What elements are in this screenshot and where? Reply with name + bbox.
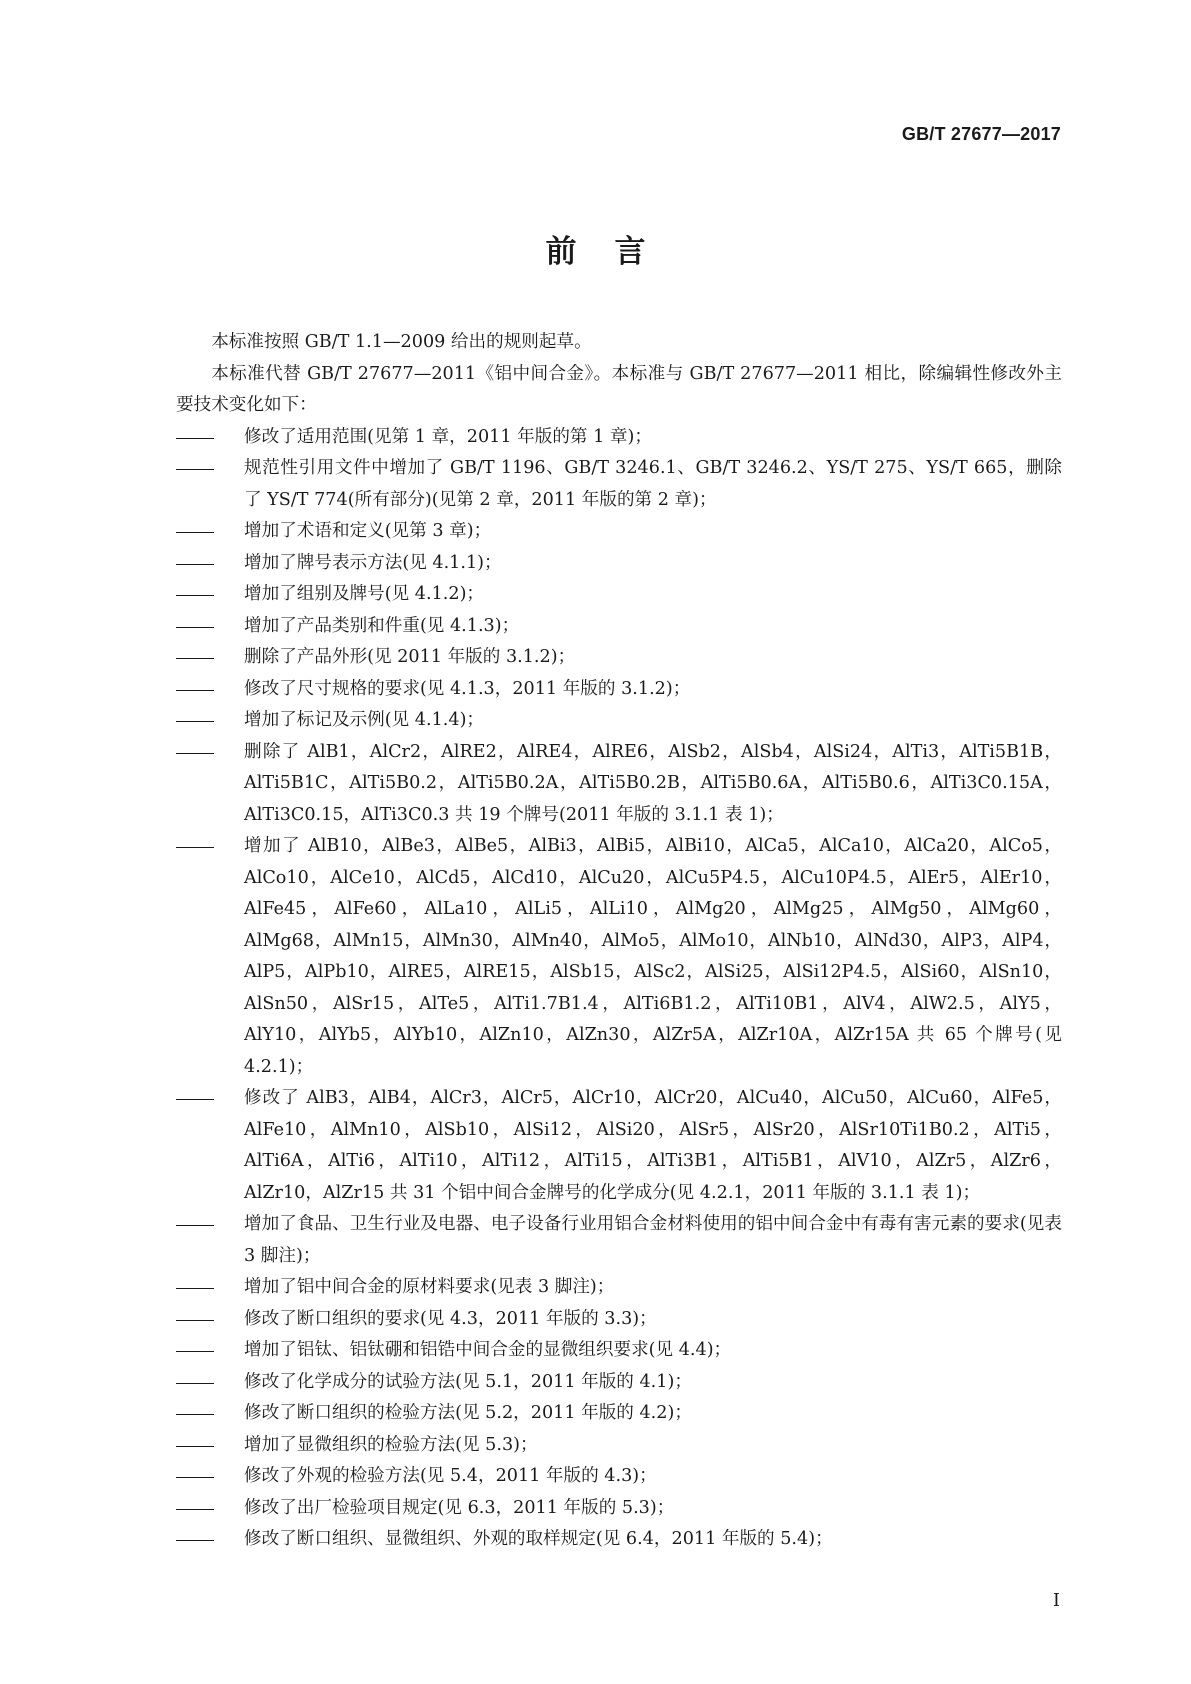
change-item-text: 增加了标记及示例(见 4.1.4)； xyxy=(244,710,485,730)
change-item xyxy=(176,1209,1062,1272)
change-item xyxy=(176,674,1062,706)
change-item xyxy=(176,831,1062,1083)
change-item-text: 修改了化学成分的试验方法(见 5.1，2011 年版的 4.1)； xyxy=(244,1371,692,1392)
change-item-text: 修改了断口组织的检验方法(见 5.2，2011 年版的 4.2)； xyxy=(244,1403,692,1423)
change-item xyxy=(176,1335,1062,1367)
change-item-text: 增加了显微组织的检验方法(见 5.3)； xyxy=(244,1434,538,1455)
change-item xyxy=(176,1493,1062,1525)
change-item xyxy=(176,1304,1062,1336)
change-item xyxy=(176,1461,1062,1493)
standard-number: GB/T 27677—2017 xyxy=(901,124,1061,144)
change-item xyxy=(176,453,1062,516)
foreword-body xyxy=(176,327,1062,1556)
change-item xyxy=(176,705,1062,737)
change-item xyxy=(176,1430,1062,1462)
change-item xyxy=(176,579,1062,611)
change-item xyxy=(176,737,1062,832)
page-title: 前言 xyxy=(545,234,684,270)
change-item xyxy=(176,1272,1062,1304)
change-item xyxy=(176,1398,1062,1430)
change-item xyxy=(176,548,1062,580)
change-item-text: 增加了产品类别和件重(见 4.1.3)； xyxy=(244,615,520,636)
change-item-text: 增加了食品、卫生行业及电器、电子设备行业用铝合金材料使用的铝中间合金中有毒有害元素的要求(见表 3 脚注)； xyxy=(244,1214,1062,1266)
change-item-text: 修改了出厂检验项目规定(见 6.3，2011 年版的 5.3)； xyxy=(244,1497,675,1518)
change-item-text: 增加了铝中间合金的原材料要求(见表 3 脚注)； xyxy=(244,1277,615,1297)
change-item xyxy=(176,1083,1062,1209)
intro-paragraph: 本标准代替 GB/T 27677—2011《铝中间合金》。本标准与 GB/T 27677—2011 相比，除编辑性修改外主要技术变化如下： xyxy=(176,363,1062,415)
change-item-text: 增加了 AlB10，AlBe3，AlBe5，AlBi3，AlBi5，AlBi10，AlCa5，AlCa10，AlCa20，AlCo5，AlCo10，AlCe10，AlCd5，AlCd10，AlCu20，AlCu5P4.5，AlCu10P4.5，AlEr5，AlEr10，AlFe45，AlFe60，AlLa10，AlLi5，AlLi10，AlMg20，AlMg25，AlMg50，AlMg60，AlMg68，AlMn15，AlMn30，AlMn40，AlMo5，AlMo10，AlNb10，AlNd30，AlP3，AlP4，AlP5，AlPb10，AlRE5，AlRE15，AlSb15，AlSc2，AlSi25，AlSi12P4.5，AlSi60，AlSn10，AlSn50，AlSr15，AlTe5，AlTi1.7B1.4，AlTi6B1.2，AlTi10B1，AlV4，AlW2.5，AlY5，AlY10，AlYb5，AlYb10，AlZn10，AlZn30，AlZr5A，AlZr10A，AlZr15A 共 65 个牌号(见 4.2.1)； xyxy=(244,836,1062,1077)
change-item-text: 增加了铝钛、铝钛硼和铝锆中间合金的显微组织要求(见 4.4)； xyxy=(244,1340,732,1360)
change-item-text: 修改了尺寸规格的要求(见 4.1.3，2011 年版的 3.1.2)； xyxy=(244,678,691,699)
change-item xyxy=(176,1524,1062,1556)
intro-paragraph: 本标准按照 GB/T 1.1—2009 给出的规则起草。 xyxy=(211,332,592,352)
change-item-text: 规范性引用文件中增加了 GB/T 1196、GB/T 3246.1、GB/T 3246.2、YS/T 275、YS/T 665，删除了 YS/T 774(所有部分)(见第 2 章，2011 年版的第 2 章)； xyxy=(244,458,1062,510)
change-item-text: 修改了断口组织、显微组织、外观的取样规定(见 6.4，2011 年版的 5.4)； xyxy=(244,1529,833,1549)
page-number: I xyxy=(1052,1590,1060,1611)
change-item xyxy=(176,1367,1062,1399)
change-item xyxy=(176,422,1062,454)
change-item-text: 增加了组别及牌号(见 4.1.2)； xyxy=(244,584,485,604)
change-item xyxy=(176,611,1062,643)
change-item xyxy=(176,516,1062,548)
change-item-text: 修改了断口组织的要求(见 4.3，2011 年版的 3.3)； xyxy=(244,1308,657,1329)
change-item-text: 修改了 AlB3，AlB4，AlCr3，AlCr5，AlCr10，AlCr20，AlCu40，AlCu50，AlCu60，AlFe5，AlFe10，AlMn10，AlSb10，AlSi12，AlSi20，AlSr5，AlSr20，AlSr10Ti1B0.2，AlTi5，AlTi6A，AlTi6，AlTi10，AlTi12，AlTi15，AlTi3B1，AlTi5B1，AlV10，AlZr5，AlZr6，AlZr10，AlZr15 共 31 个铝中间合金牌号的化学成分(见 4.2.1，2011 年版的 3.1.1 表 1)； xyxy=(244,1088,1062,1203)
change-item-text: 增加了牌号表示方法(见 4.1.1)； xyxy=(244,552,502,573)
change-item-text: 修改了外观的检验方法(见 5.4，2011 年版的 4.3)； xyxy=(244,1466,657,1486)
change-item-text: 增加了术语和定义(见第 3 章)； xyxy=(244,521,492,541)
change-item-text: 删除了 AlB1，AlCr2，AlRE2，AlRE4，AlRE6，AlSb2，AlSb4，AlSi24，AlTi3，AlTi5B1B，AlTi5B1C，AlTi5B0.2，AlTi5B0.2A，AlTi5B0.2B，AlTi5B0.6A，AlTi5B0.6，AlTi3C0.15A，AlTi3C0.15，AlTi3C0.3 共 19 个牌号(2011 年版的 3.1.1 表 1)； xyxy=(244,741,1062,825)
change-item xyxy=(176,642,1062,674)
change-item-text: 修改了适用范围(见第 1 章，2011 年版的第 1 章)； xyxy=(244,426,652,447)
change-item-text: 删除了产品外形(见 2011 年版的 3.1.2)； xyxy=(244,647,576,667)
